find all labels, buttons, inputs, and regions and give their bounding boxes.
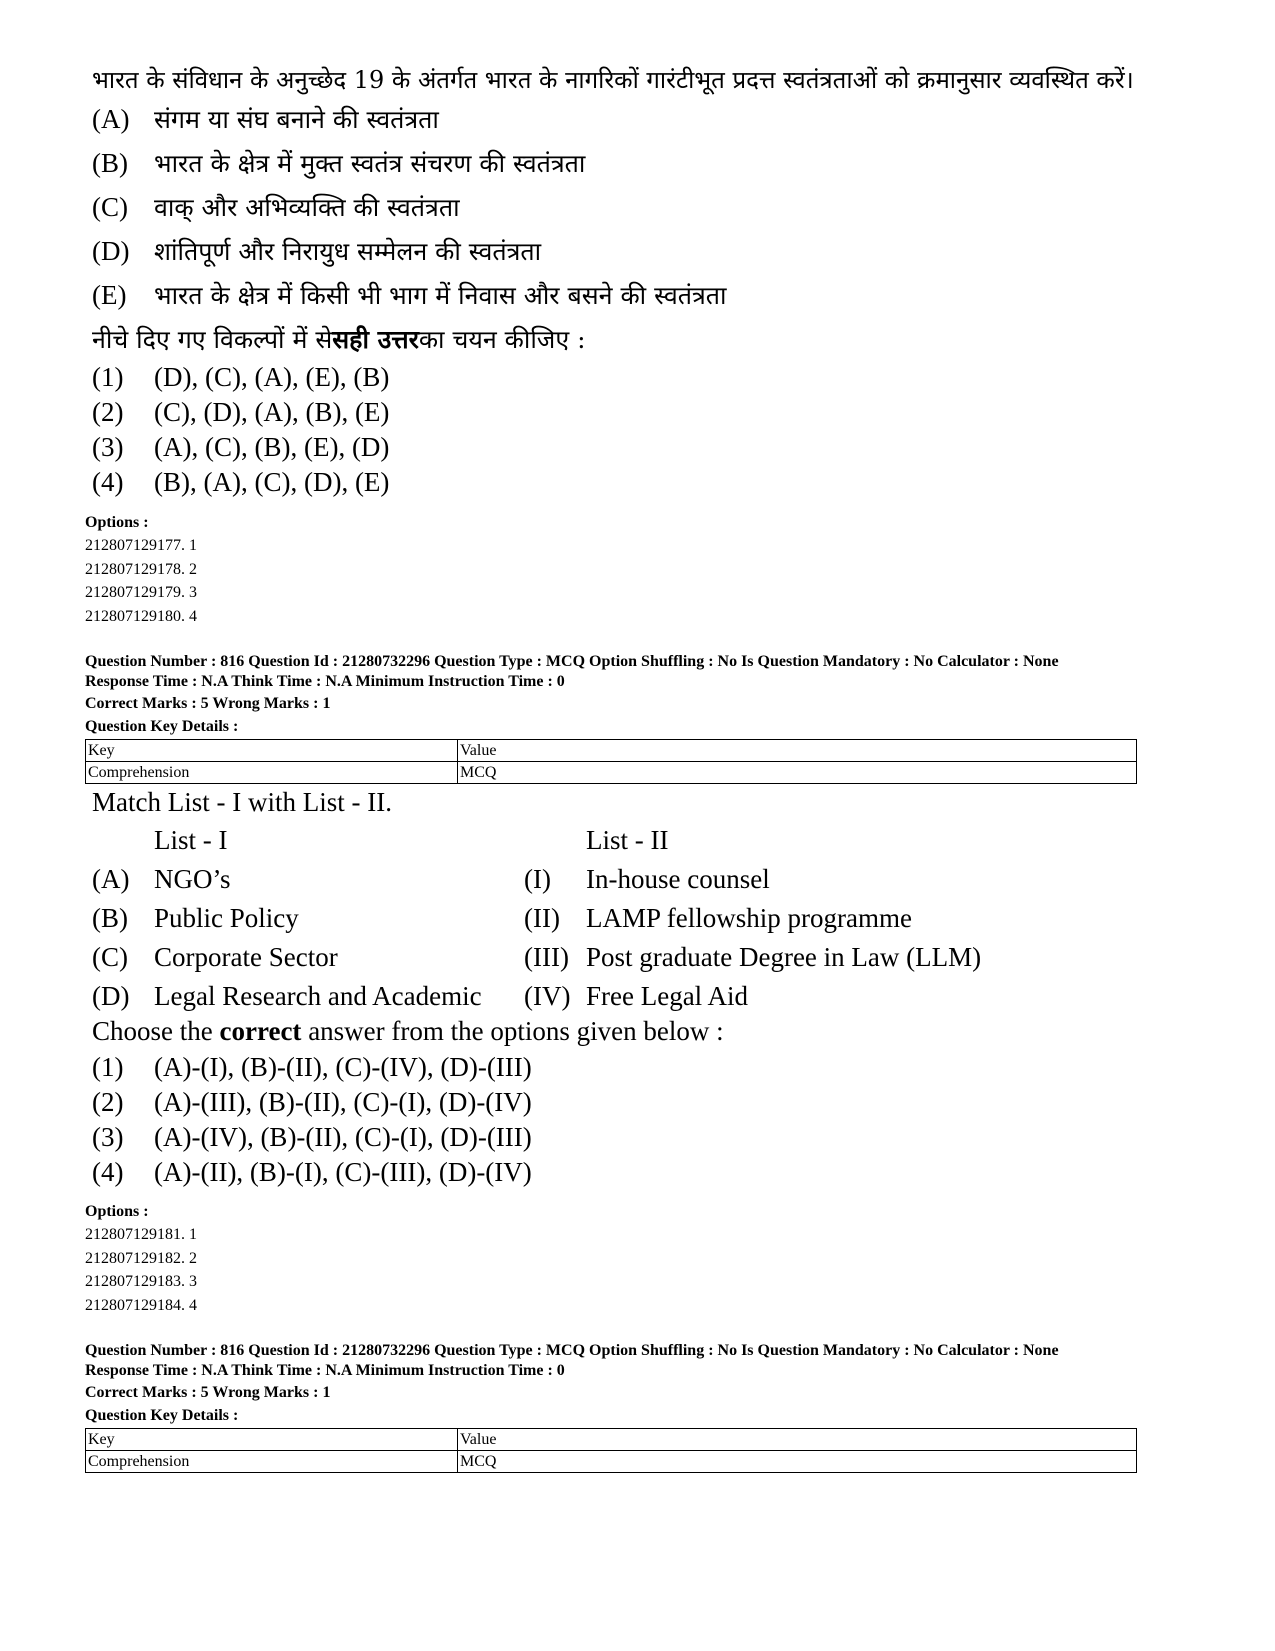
table-row (86, 762, 1137, 784)
options-list-2 (85, 1200, 197, 1317)
options-title: Options : (85, 1203, 149, 1220)
question-marks: Correct Marks : 5 Wrong Marks : 1 (85, 695, 331, 712)
question-2-instruction: Choose the correct answer from the options given below : (92, 1016, 724, 1046)
list-item: (E) भारत के क्षेत्र में किसी भी भाग में निवास और बसने की स्वतंत्रता (92, 280, 727, 310)
list-item: (B) भारत के क्षेत्र में मुक्त स्वतंत्र संचरण की स्वतंत्रता (92, 148, 586, 178)
table-header-key: Key (86, 740, 458, 762)
question-meta-line: Question Number : 816 Question Id : 21280732296 Question Type : MCQ Option Shuffling : No Is Question Mandatory : No Calculator : None (85, 1342, 1059, 1359)
list-item: (D) शांतिपूर्ण और निरायुध सम्मेलन की स्वतंत्रता (92, 236, 542, 266)
table-header-value: Value (458, 1429, 1137, 1451)
table-cell: Comprehension (86, 1451, 458, 1473)
question-1 (92, 58, 1134, 502)
question-1-stem: भारत के संविधान के अनुच्छेद 19 के अंतर्गत भारत के नागरिकों गारंटीभूत प्रदत्त स्वतंत्रताओं को क्रमानुसार व्यवस्थित करें। (92, 66, 1134, 94)
question-1-instruction: नीचे दिए गए विकल्पों में से सही उत्तर का चयन कीजिए : (92, 325, 586, 354)
table-cell: MCQ (458, 762, 1137, 784)
choice-item: (1) (A)-(I), (B)-(II), (C)-(IV), (D)-(III) (92, 1052, 532, 1082)
match-list-headers (92, 825, 981, 864)
table-row (86, 1451, 1137, 1473)
list-item: (A) संगम या संघ बनाने की स्वतंत्रता (92, 104, 439, 134)
choice-item: (2) (C), (D), (A), (B), (E) (92, 397, 390, 427)
question-meta-line: Response Time : N.A Think Time : N.A Minimum Instruction Time : 0 (85, 672, 565, 690)
question-meta-2 (85, 1341, 1137, 1473)
table-cell: MCQ (458, 1451, 1137, 1473)
options-title: Options : (85, 514, 149, 531)
question-key-title: Question Key Details : (85, 1406, 239, 1424)
option-id: 212807129182. 2 (85, 1249, 197, 1267)
question-1-items (92, 102, 1134, 322)
question-meta-line: Response Time : N.A Think Time : N.A Minimum Instruction Time : 0 (85, 1361, 565, 1379)
match-row: (A) NGO’s (I) In-house counsel (92, 864, 770, 894)
option-id: 212807129177. 1 (85, 537, 197, 554)
option-id: 212807129180. 4 (85, 607, 197, 625)
match-row: (B) Public Policy (II) LAMP fellowship programme (92, 903, 912, 933)
question-marks: Correct Marks : 5 Wrong Marks : 1 (85, 1384, 331, 1401)
question-key-title: Question Key Details : (85, 717, 239, 735)
list-1-header: List - I (154, 825, 228, 855)
question-meta-line: Question Number : 816 Question Id : 21280732296 Question Type : MCQ Option Shuffling : No Is Question Mandatory : No Calculator : None (85, 653, 1059, 670)
question-2-stem: Match List - I with List - II. (92, 787, 392, 817)
choice-item: (4) (B), (A), (C), (D), (E) (92, 467, 390, 497)
list-2-header: List - II (586, 825, 669, 855)
question-2 (92, 787, 981, 1192)
table-header-value: Value (458, 740, 1137, 762)
option-id: 212807129179. 3 (85, 584, 197, 601)
table-header-key: Key (86, 1429, 458, 1451)
question-meta-1 (85, 652, 1137, 784)
match-row: (D) Legal Research and Academic (IV) Free Legal Aid (92, 981, 748, 1011)
question-key-table (85, 739, 1137, 784)
question-2-choices (92, 1052, 981, 1192)
options-list-1 (85, 511, 197, 628)
choice-item: (3) (A)-(IV), (B)-(II), (C)-(I), (D)-(III) (92, 1122, 532, 1152)
question-1-choices (92, 362, 1134, 502)
option-id: 212807129178. 2 (85, 560, 197, 578)
option-id: 212807129181. 1 (85, 1226, 197, 1243)
table-row (86, 1429, 1137, 1451)
question-key-table (85, 1428, 1137, 1473)
match-row: (C) Corporate Sector (III) Post graduate Degree in Law (LLM) (92, 942, 982, 972)
choice-item: (3) (A), (C), (B), (E), (D) (92, 432, 390, 462)
table-row (86, 740, 1137, 762)
option-id: 212807129183. 3 (85, 1273, 197, 1290)
list-item: (C) वाक् और अभिव्यक्ति की स्वतंत्रता (92, 192, 460, 222)
table-cell: Comprehension (86, 762, 458, 784)
choice-item: (1) (D), (C), (A), (E), (B) (92, 362, 390, 392)
option-id: 212807129184. 4 (85, 1296, 197, 1314)
choice-item: (4) (A)-(II), (B)-(I), (C)-(III), (D)-(IV) (92, 1157, 532, 1187)
choice-item: (2) (A)-(III), (B)-(II), (C)-(I), (D)-(IV) (92, 1087, 532, 1117)
match-list (92, 825, 981, 1016)
